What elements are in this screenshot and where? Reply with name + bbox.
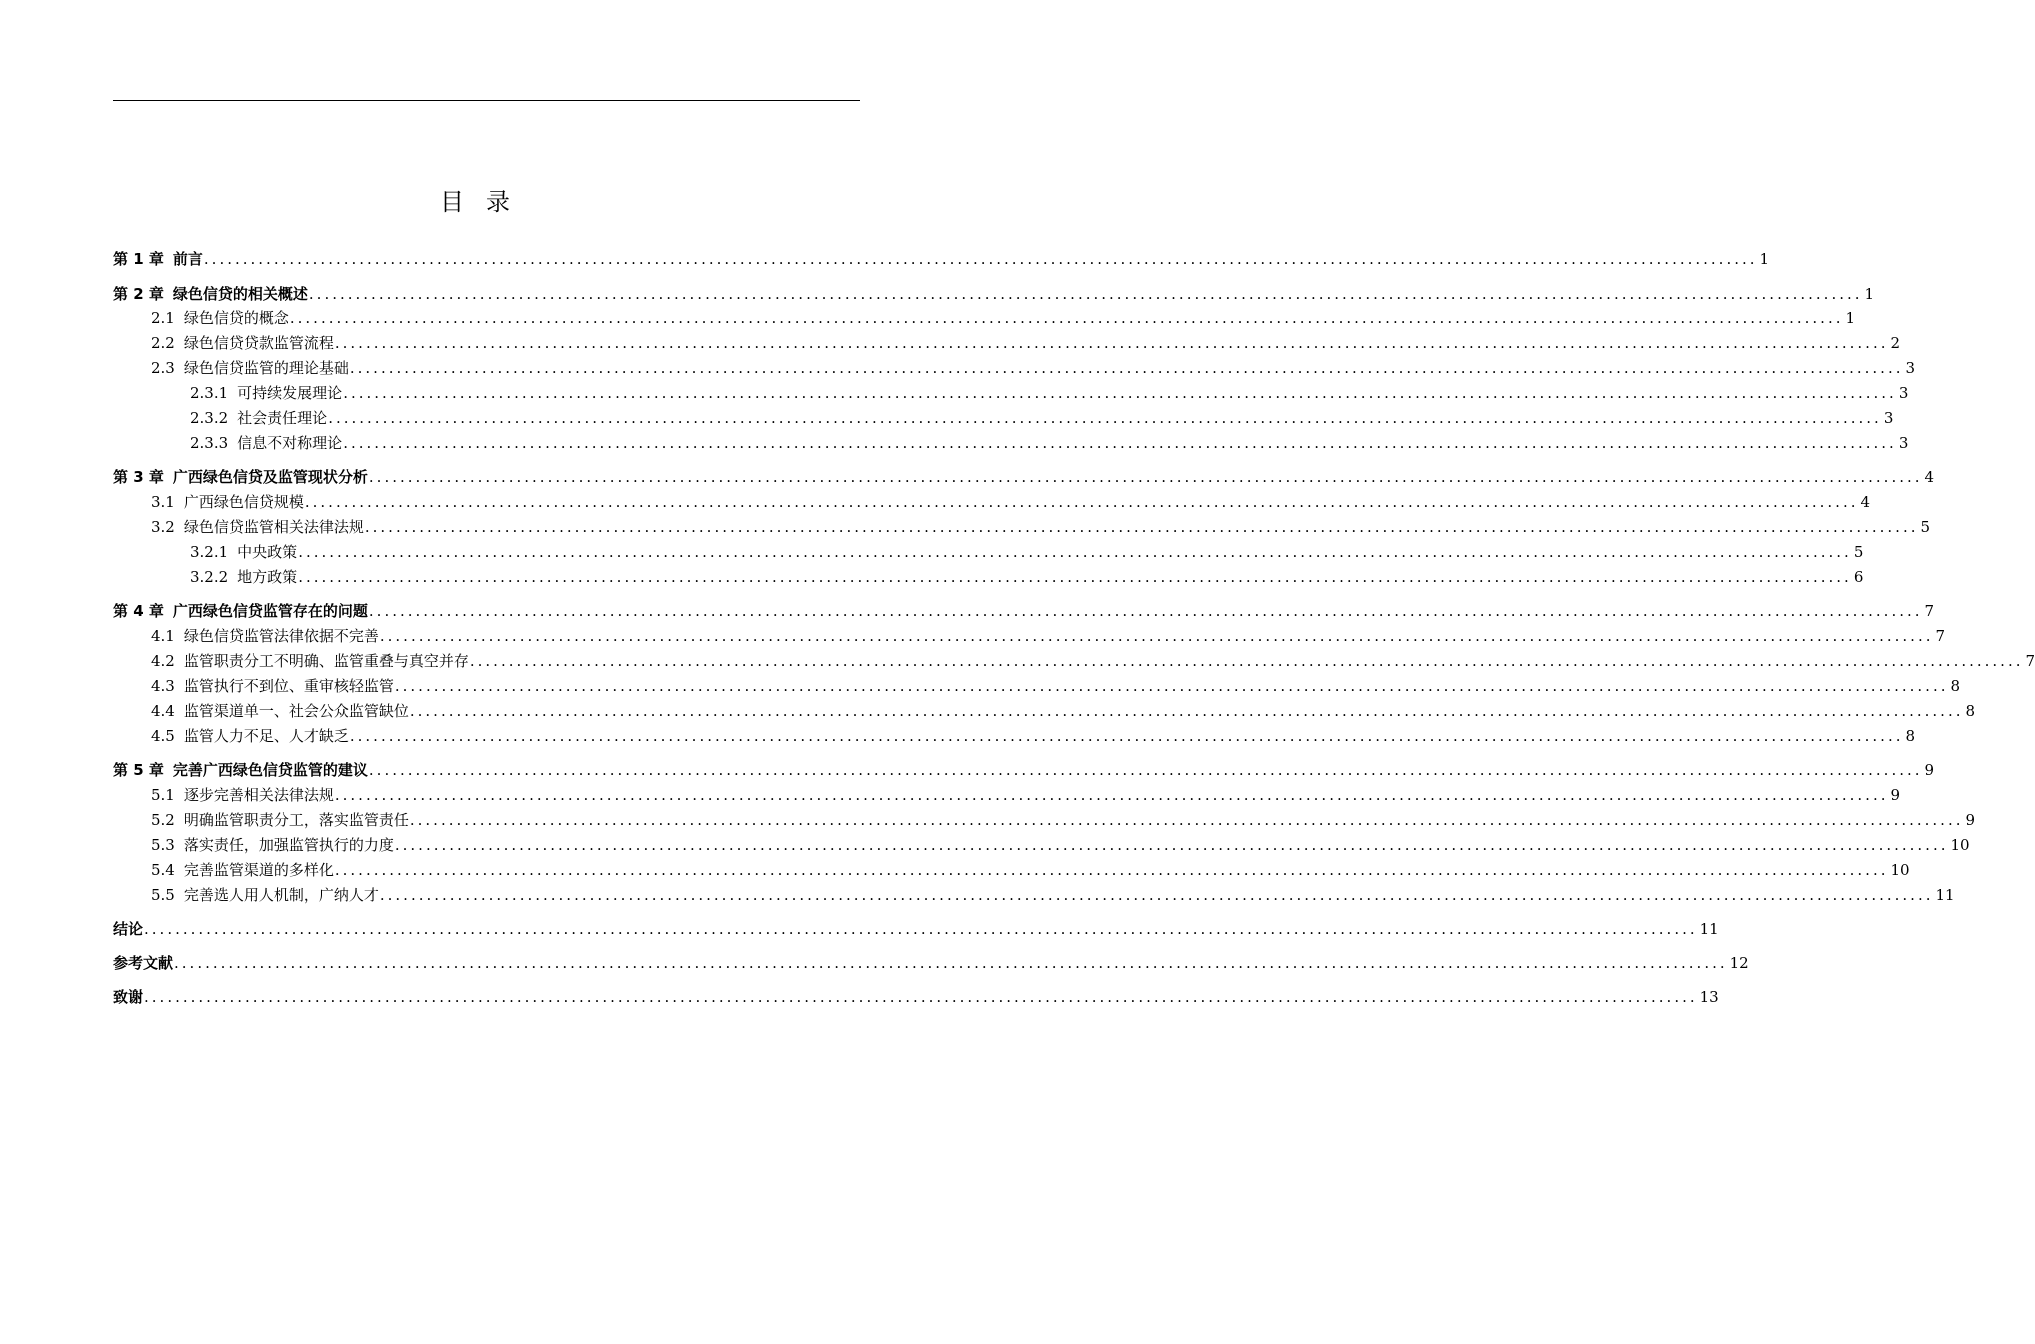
toc-entry-number: 4.5 [151, 727, 175, 745]
toc-entry[interactable] [151, 307, 1856, 329]
toc-page-number: 3 [1905, 359, 1916, 377]
toc-entry-title: 绿色信贷监管的理论基础 [183, 359, 349, 377]
toc-dot-leader: ........................................................................................................................................................................................................ [368, 602, 1923, 620]
toc-page-number: 12 [1729, 954, 1749, 972]
toc-page-number: 1 [1864, 285, 1875, 303]
toc-entry-number: 2.3.3 [190, 434, 229, 452]
toc-entry-title: 广西绿色信贷监管存在的问题 [172, 602, 368, 620]
toc-entry[interactable] [113, 952, 1749, 974]
toc-entry[interactable] [151, 332, 1901, 354]
toc-entry[interactable] [190, 407, 1894, 429]
toc-dot-leader: ........................................................................................................................................................................................................ [174, 954, 1728, 972]
toc-entry-number: 3.1 [151, 493, 175, 511]
toc-entry-title: 监管职责分工不明确、监管重叠与真空并存 [183, 652, 469, 670]
toc-dot-leader: ........................................................................................................................................................................................................ [308, 285, 1863, 303]
toc-entry-title: 监管执行不到位、重审核轻监管 [183, 677, 394, 695]
toc-entry-number: 2.3.1 [190, 384, 229, 402]
toc-page-number: 1 [1845, 309, 1856, 327]
toc-page-number: 9 [1890, 786, 1901, 804]
toc-entry[interactable] [151, 675, 1961, 697]
toc-entry-title: 绿色信贷的概念 [183, 309, 289, 327]
toc-entry-number: 第 3 章 [113, 468, 164, 486]
page-title: 目录 [440, 188, 532, 216]
toc-dot-leader: ........................................................................................................................................................................................................ [144, 920, 1698, 938]
toc-entry-title: 广西绿色信贷及监管现状分析 [172, 468, 368, 486]
toc-dot-leader: ........................................................................................................................................................................................................ [364, 518, 1919, 536]
toc-page-number: 7 [1935, 627, 1946, 645]
toc-entry-number: 3.2.2 [190, 568, 229, 586]
toc-page-number: 9 [1965, 811, 1976, 829]
toc-page-number: 11 [1699, 920, 1719, 938]
toc-entry-title: 信息不对称理论 [237, 434, 343, 452]
toc-entry-title: 前言 [172, 250, 203, 268]
toc-page-number: 9 [1924, 761, 1935, 779]
toc-entry-title: 监管人力不足、人才缺乏 [183, 727, 349, 745]
toc-dot-leader: ........................................................................................................................................................................................................ [298, 543, 1852, 561]
toc-entry[interactable] [113, 283, 1875, 305]
toc-entry[interactable] [190, 541, 1864, 563]
toc-page-number: 4 [1860, 493, 1871, 511]
toc-entry-title: 逐步完善相关法律法规 [183, 786, 334, 804]
toc-entry-number: 第 5 章 [113, 761, 164, 779]
toc-page-number: 5 [1920, 518, 1931, 536]
toc-entry[interactable] [113, 600, 1935, 622]
toc-page-number: 10 [1950, 836, 1970, 854]
toc-page-number: 3 [1898, 384, 1909, 402]
toc-entry-number: 2.2 [151, 334, 175, 352]
toc-entry-title: 可持续发展理论 [237, 384, 343, 402]
toc-entry[interactable] [190, 432, 1909, 454]
toc-entry[interactable] [113, 466, 1935, 488]
toc-entry-number: 5.1 [151, 786, 175, 804]
toc-dot-leader: ........................................................................................................................................................................................................ [144, 988, 1698, 1006]
toc-dot-leader: ........................................................................................................................................................................................................ [379, 886, 1934, 904]
toc-entry-title: 完善监管渠道的多样化 [183, 861, 334, 879]
toc-page-number: 3 [1883, 409, 1894, 427]
toc-entry-number: 2.1 [151, 309, 175, 327]
toc-entry-title: 绿色信贷贷款监管流程 [183, 334, 334, 352]
toc-entry[interactable] [190, 382, 1909, 404]
toc-page-number: 11 [1935, 886, 1955, 904]
toc-entry-title: 监管渠道单一、社会公众监管缺位 [183, 702, 409, 720]
toc-dot-leader: ........................................................................................................................................................................................................ [469, 652, 2024, 670]
toc-dot-leader: ........................................................................................................................................................................................................ [343, 434, 1897, 452]
toc-entry-number: 3.2 [151, 518, 175, 536]
toc-entry-number: 第 4 章 [113, 602, 164, 620]
toc-entry-title: 明确监管职责分工，落实监管责任 [183, 811, 409, 829]
toc-page-number: 1 [1759, 250, 1770, 268]
toc-entry-title: 致谢 [113, 988, 144, 1006]
toc-dot-leader: ........................................................................................................................................................................................................ [289, 309, 1844, 327]
toc-entry[interactable] [151, 784, 1901, 806]
toc-entry[interactable] [113, 986, 1719, 1008]
toc-page-number: 13 [1699, 988, 1719, 1006]
toc-page-number: 8 [1905, 727, 1916, 745]
toc-entry[interactable] [151, 859, 1910, 881]
toc-entry-number: 5.4 [151, 861, 175, 879]
toc-dot-leader: ........................................................................................................................................................................................................ [203, 250, 1758, 268]
toc-entry-title: 地方政策 [237, 568, 298, 586]
toc-entry-title: 完善选人用人机制，广纳人才 [183, 886, 379, 904]
toc-page-number: 7 [1924, 602, 1935, 620]
toc-entry-title: 落实责任，加强监管执行的力度 [183, 836, 394, 854]
toc-page-number: 6 [1853, 568, 1864, 586]
toc-dot-leader: ........................................................................................................................................................................................................ [368, 468, 1923, 486]
toc-entry[interactable] [151, 516, 1931, 538]
toc-dot-leader: ........................................................................................................................................................................................................ [379, 627, 1934, 645]
toc-dot-leader: ........................................................................................................................................................................................................ [298, 568, 1852, 586]
toc-entry[interactable] [151, 357, 1916, 379]
toc-entry[interactable] [151, 809, 1976, 831]
toc-dot-leader: ........................................................................................................................................................................................................ [368, 761, 1923, 779]
toc-page-number: 8 [1950, 677, 1961, 695]
toc-entry-number: 5.5 [151, 886, 175, 904]
toc-entry[interactable] [151, 625, 1946, 647]
toc-dot-leader: ........................................................................................................................................................................................................ [334, 786, 1889, 804]
toc-entry-title: 社会责任理论 [237, 409, 328, 427]
toc-entry[interactable] [151, 491, 1871, 513]
toc-dot-leader: ........................................................................................................................................................................................................ [304, 493, 1859, 511]
toc-entry-title: 绿色信贷监管相关法律法规 [183, 518, 364, 536]
toc-page-number: 4 [1924, 468, 1935, 486]
toc-entry[interactable] [190, 566, 1864, 588]
toc-entry-number: 第 2 章 [113, 285, 164, 303]
toc-page-number: 2 [1890, 334, 1901, 352]
toc-dot-leader: ........................................................................................................................................................................................................ [349, 727, 1904, 745]
toc-entry-title: 参考文献 [113, 954, 174, 972]
toc-dot-leader: ........................................................................................................................................................................................................ [328, 409, 1882, 427]
toc-entry-number: 第 1 章 [113, 250, 164, 268]
toc-dot-leader: ........................................................................................................................................................................................................ [394, 677, 1949, 695]
toc-entry[interactable] [113, 918, 1719, 940]
toc-entry[interactable] [151, 650, 2035, 672]
toc-entry-title: 广西绿色信贷规模 [183, 493, 304, 511]
toc-entry[interactable] [113, 759, 1935, 781]
toc-entry[interactable] [151, 700, 1976, 722]
toc-dot-leader: ........................................................................................................................................................................................................ [409, 811, 1964, 829]
toc-entry-number: 4.4 [151, 702, 175, 720]
toc-dot-leader: ........................................................................................................................................................................................................ [334, 861, 1889, 879]
toc-entry-number: 2.3.2 [190, 409, 229, 427]
toc-entry-title: 绿色信贷监管法律依据不完善 [183, 627, 379, 645]
toc-page-number: 8 [1965, 702, 1976, 720]
toc-entry-title: 结论 [113, 920, 144, 938]
toc-entry-number: 4.2 [151, 652, 175, 670]
toc-page-number: 7 [2025, 652, 2035, 670]
toc-entry-number: 5.2 [151, 811, 175, 829]
toc-entry[interactable] [151, 725, 1916, 747]
toc-page-number: 3 [1898, 434, 1909, 452]
toc-dot-leader: ........................................................................................................................................................................................................ [343, 384, 1897, 402]
toc-entry-number: 3.2.1 [190, 543, 229, 561]
toc-entry-title: 完善广西绿色信贷监管的建议 [172, 761, 368, 779]
toc-dot-leader: ........................................................................................................................................................................................................ [394, 836, 1949, 854]
toc-entry-number: 2.3 [151, 359, 175, 377]
toc-page-number: 5 [1853, 543, 1864, 561]
toc-entry[interactable] [151, 884, 1955, 906]
toc-page-number: 10 [1890, 861, 1910, 879]
toc-entry-number: 4.3 [151, 677, 175, 695]
toc-dot-leader: ........................................................................................................................................................................................................ [334, 334, 1889, 352]
toc-dot-leader: ........................................................................................................................................................................................................ [349, 359, 1904, 377]
toc-entry[interactable] [113, 248, 1770, 270]
toc-entry-number: 5.3 [151, 836, 175, 854]
toc-dot-leader: ........................................................................................................................................................................................................ [409, 702, 1964, 720]
toc-entry[interactable] [151, 834, 1970, 856]
toc-entry-number: 4.1 [151, 627, 175, 645]
toc-entry-title: 绿色信贷的相关概述 [172, 285, 308, 303]
toc-entry-title: 中央政策 [237, 543, 298, 561]
